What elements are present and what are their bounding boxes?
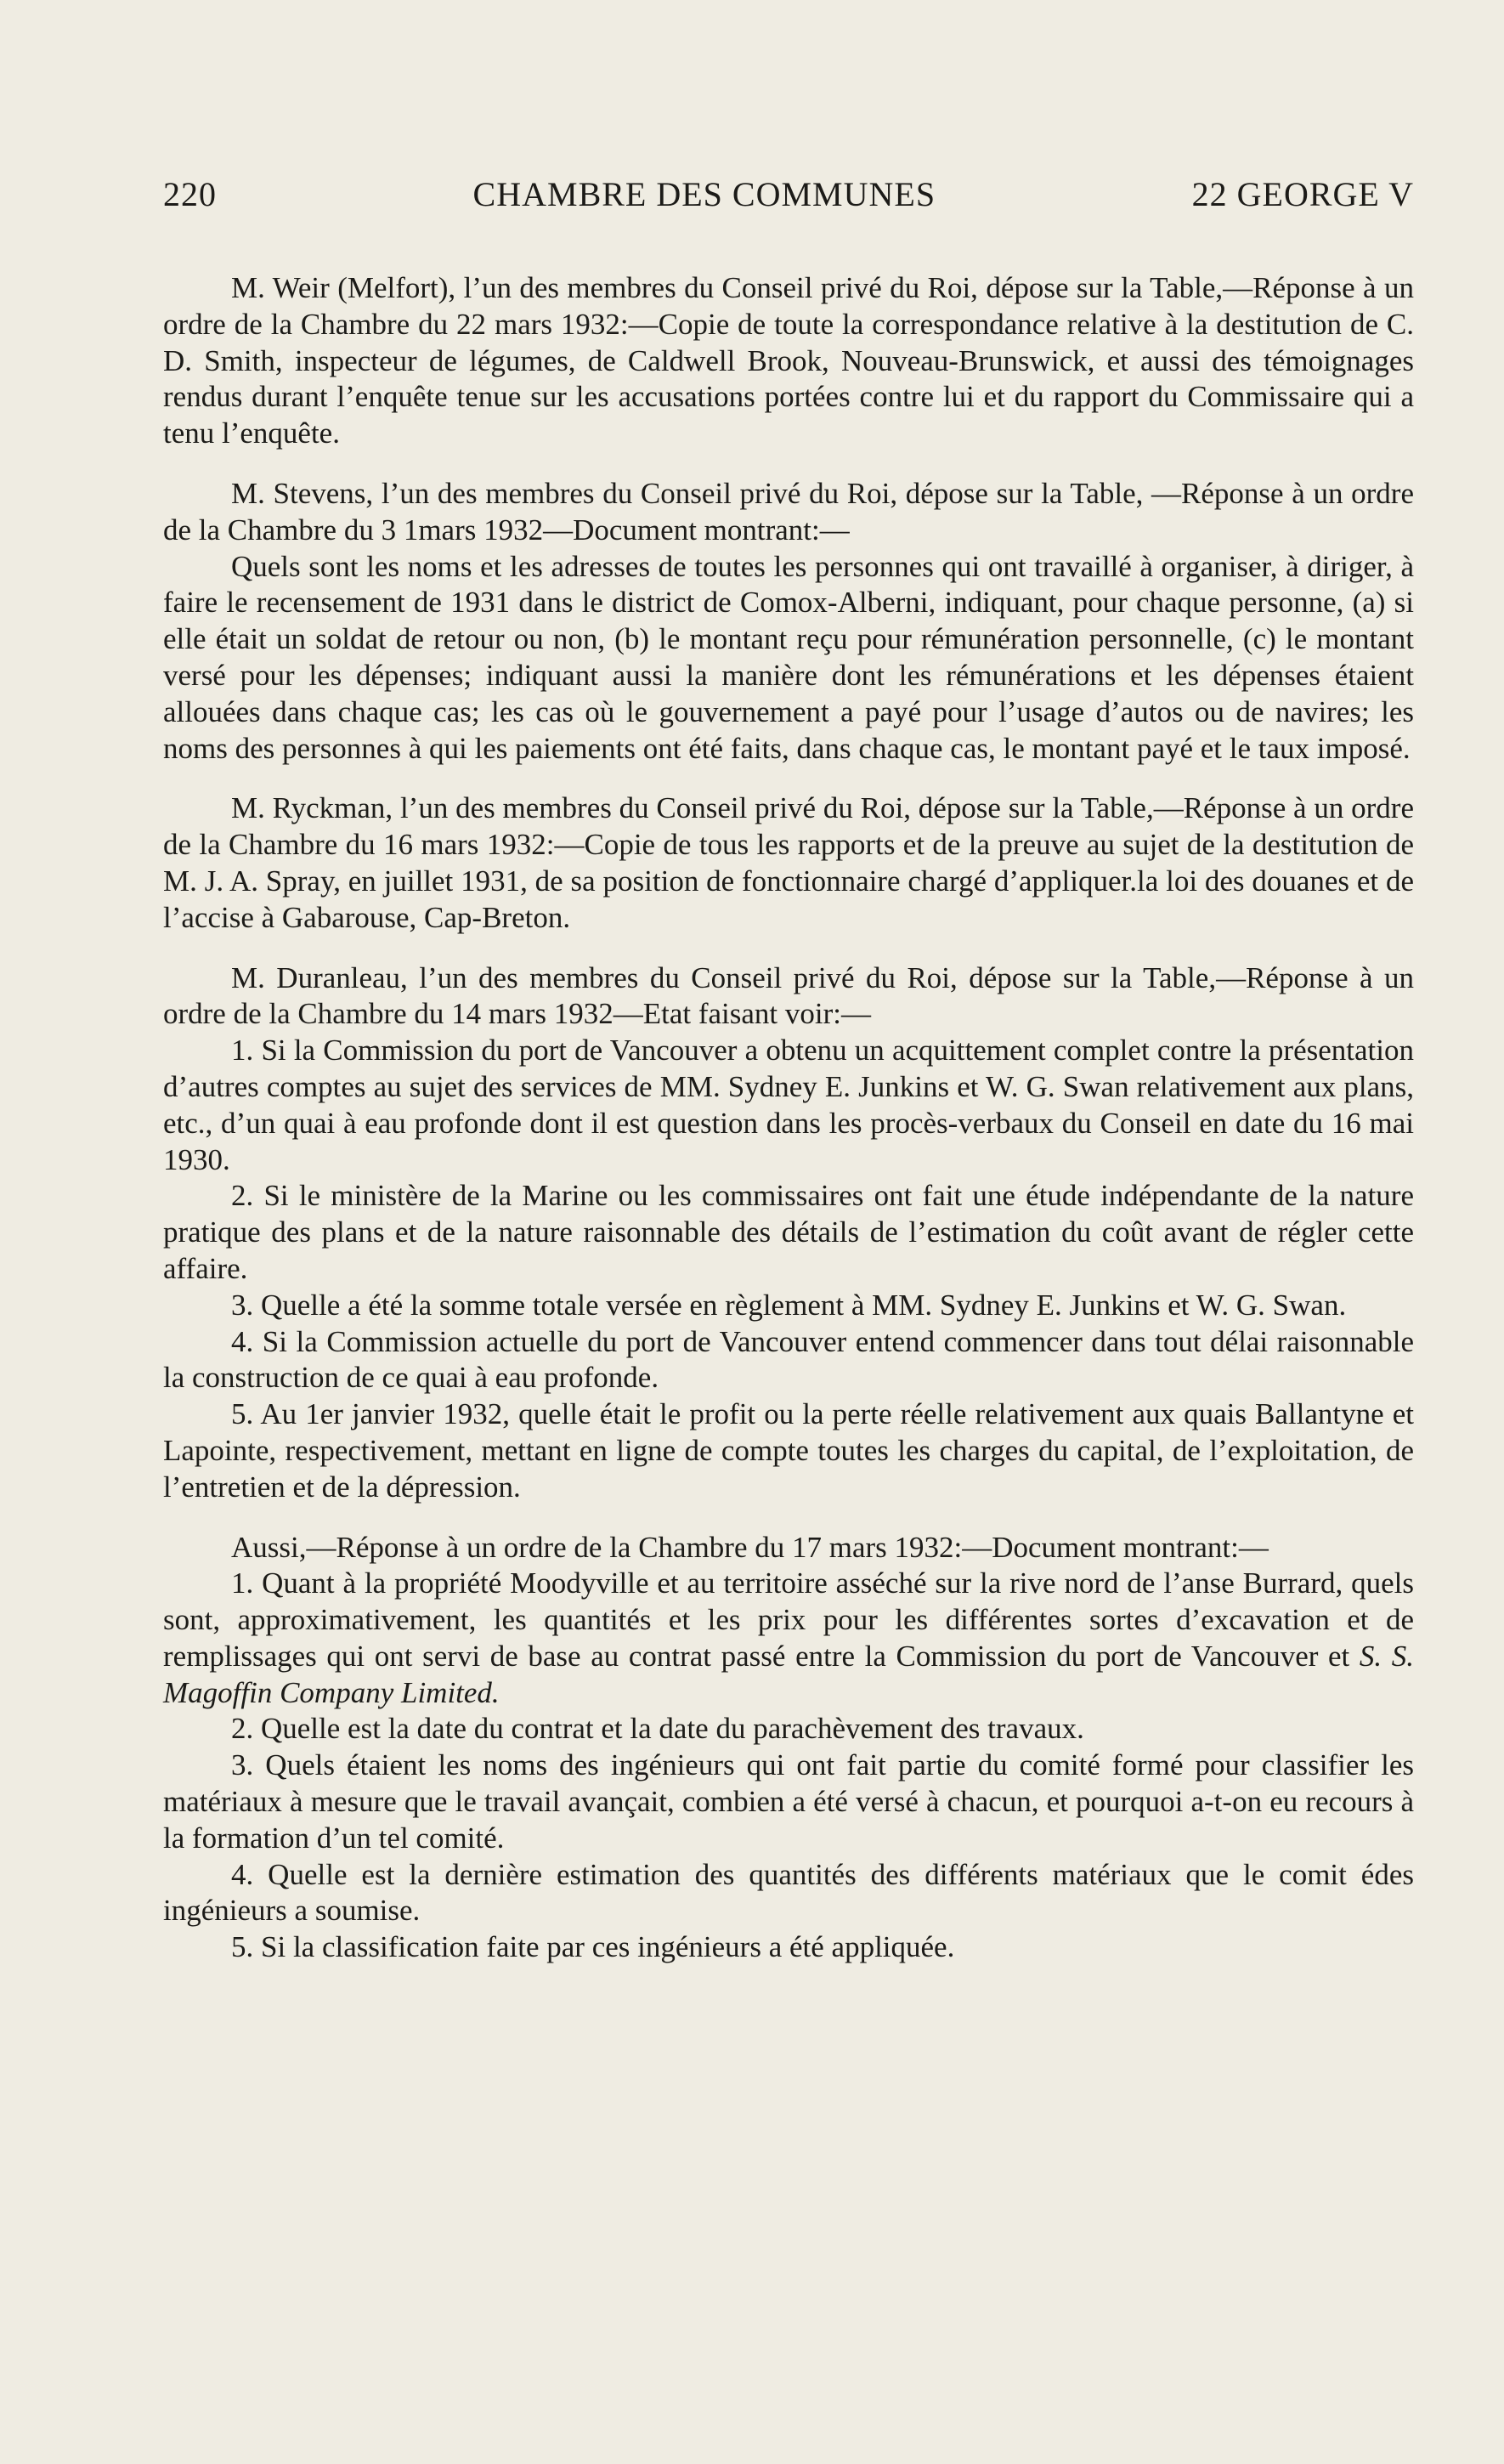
page-header [163, 170, 1414, 218]
paragraph-stevens-intro: M. Stevens, l’un des membres du Conseil privé du Roi, dépose sur la Table, —Réponse à un ordre de la Chambre du 3 1mars 1932—Document montrant:— [163, 476, 1414, 547]
company-name: S. S. Magoffin Company Limited. [163, 1639, 1415, 1709]
list-item: 5. Si la classification faite par ces ingénieurs a été appliquée. [231, 1930, 955, 1964]
list-item: 5. Au 1er janvier 1932, quelle était le profit ou la perte réelle relativement aux quais Ballantyne et Lapointe, respectivement, mettant en ligne de compte toutes les charges du capital, de l’exploitation, de l’entretien et de la dépression. [163, 1397, 1414, 1504]
list-item: 2. Quelle est la date du contrat et la date du parachèvement des travaux. [231, 1712, 1084, 1746]
page-body [163, 270, 1414, 1966]
paragraph-ryckman: M. Ryckman, l’un des membres du Conseil privé du Roi, dépose sur la Table,—Réponse à un ordre de la Chambre du 16 mars 1932:—Copie de tous les rapports et de la preuve au sujet de la destitution de M. J. A. Spray, en juillet 1931, de sa position de fonctionnaire chargé d’appliquer.la loi des douanes et de l’accise à Gabarouse, Cap-Breton. [163, 791, 1414, 934]
regnal-year: 22 GEORGE V [1191, 174, 1414, 213]
list-item-text: 1. Quant à la propriété Moodyville et au territoire asséché sur la rive nord de l’anse Burrard, quels sont, approximativement, les quantités et les prix pour les différentes sortes d’excavation et de remplissages qui ont servi de base au contrat passé entre la Commission du port de Vancouver et [163, 1566, 1414, 1673]
paragraph-aussi-intro: Aussi,—Réponse à un ordre de la Chambre du 17 mars 1932:—Document montrant:— [231, 1530, 1269, 1564]
page-number: 220 [163, 174, 217, 213]
list-item: 4. Quelle est la dernière estimation des quantités des différents matériaux que le comit édes ingénieurs a soumise. [163, 1857, 1414, 1928]
list-item: 2. Si le ministère de la Marine ou les commissaires ont fait une étude indépendante de la nature pratique des plans et de la nature raisonnable des détails de l’estimation du coût avant de régler cette affaire. [163, 1179, 1414, 1285]
list-item: 3. Quelle a été la somme totale versée en règlement à MM. Sydney E. Junkins et W. G. Swan. [231, 1288, 1347, 1322]
list-item: 3. Quels étaient les noms des ingénieurs qui ont fait partie du comité formé pour classifier les matériaux à mesure que le travail avançait, combien a été versé à chacun, et pourquoi a-t-on eu recours à la formation d’un tel comité. [163, 1748, 1414, 1855]
paragraph-duranleau-intro: M. Duranleau, l’un des membres du Conseil privé du Roi, dépose sur la Table,—Réponse à un ordre de la Chambre du 14 mars 1932—Etat faisant voir:— [163, 960, 1414, 1031]
list-item [163, 1566, 1414, 1711]
list-item: 4. Si la Commission actuelle du port de Vancouver entend commencer dans tout délai raisonnable la construction de ce quai à eau profonde. [163, 1324, 1414, 1395]
list-item: 1. Si la Commission du port de Vancouver a obtenu un acquittement complet contre la présentation d’autres comptes au sujet des services de MM. Sydney E. Junkins et W. G. Swan relativement aux plans, etc., d’un quai à eau profonde dont il est question dans les procès-verbaux du Conseil en date du 16 mai 1930. [163, 1034, 1414, 1176]
running-title: CHAMBRE DES COMMUNES [472, 174, 936, 213]
paragraph-weir: M. Weir (Melfort), l’un des membres du Conseil privé du Roi, dépose sur la Table,—Réponse à un ordre de la Chambre du 22 mars 1932:—Copie de toute la correspondance relative à la destitution de C. D. Smith, inspecteur de légumes, de Caldwell Brook, Nouveau-Brunswick, et aussi des témoignages rendus durant l’enquête tenue sur les accusations portées contre lui et du rapport du Commissaire qui a tenu l’enquête. [163, 271, 1414, 450]
paragraph-stevens-body: Quels sont les noms et les adresses de toutes les personnes qui ont travaillé à organiser, à diriger, à faire le recensement de 1931 dans le district de Comox-Alberni, indiquant, pour chaque personne, (a) si elle était un soldat de retour ou non, (b) le montant reçu pour rémunération personnelle, (c) le montant versé pour les dépenses; indiquant aussi la manière dont les rémunérations et les dépenses étaient allouées dans chaque cas; les cas où le gouvernement a payé pour l’usage d’autos ou de navires; les noms des personnes à qui les paiements ont été faits, dans chaque cas, le montant payé et le taux imposé. [163, 549, 1414, 765]
